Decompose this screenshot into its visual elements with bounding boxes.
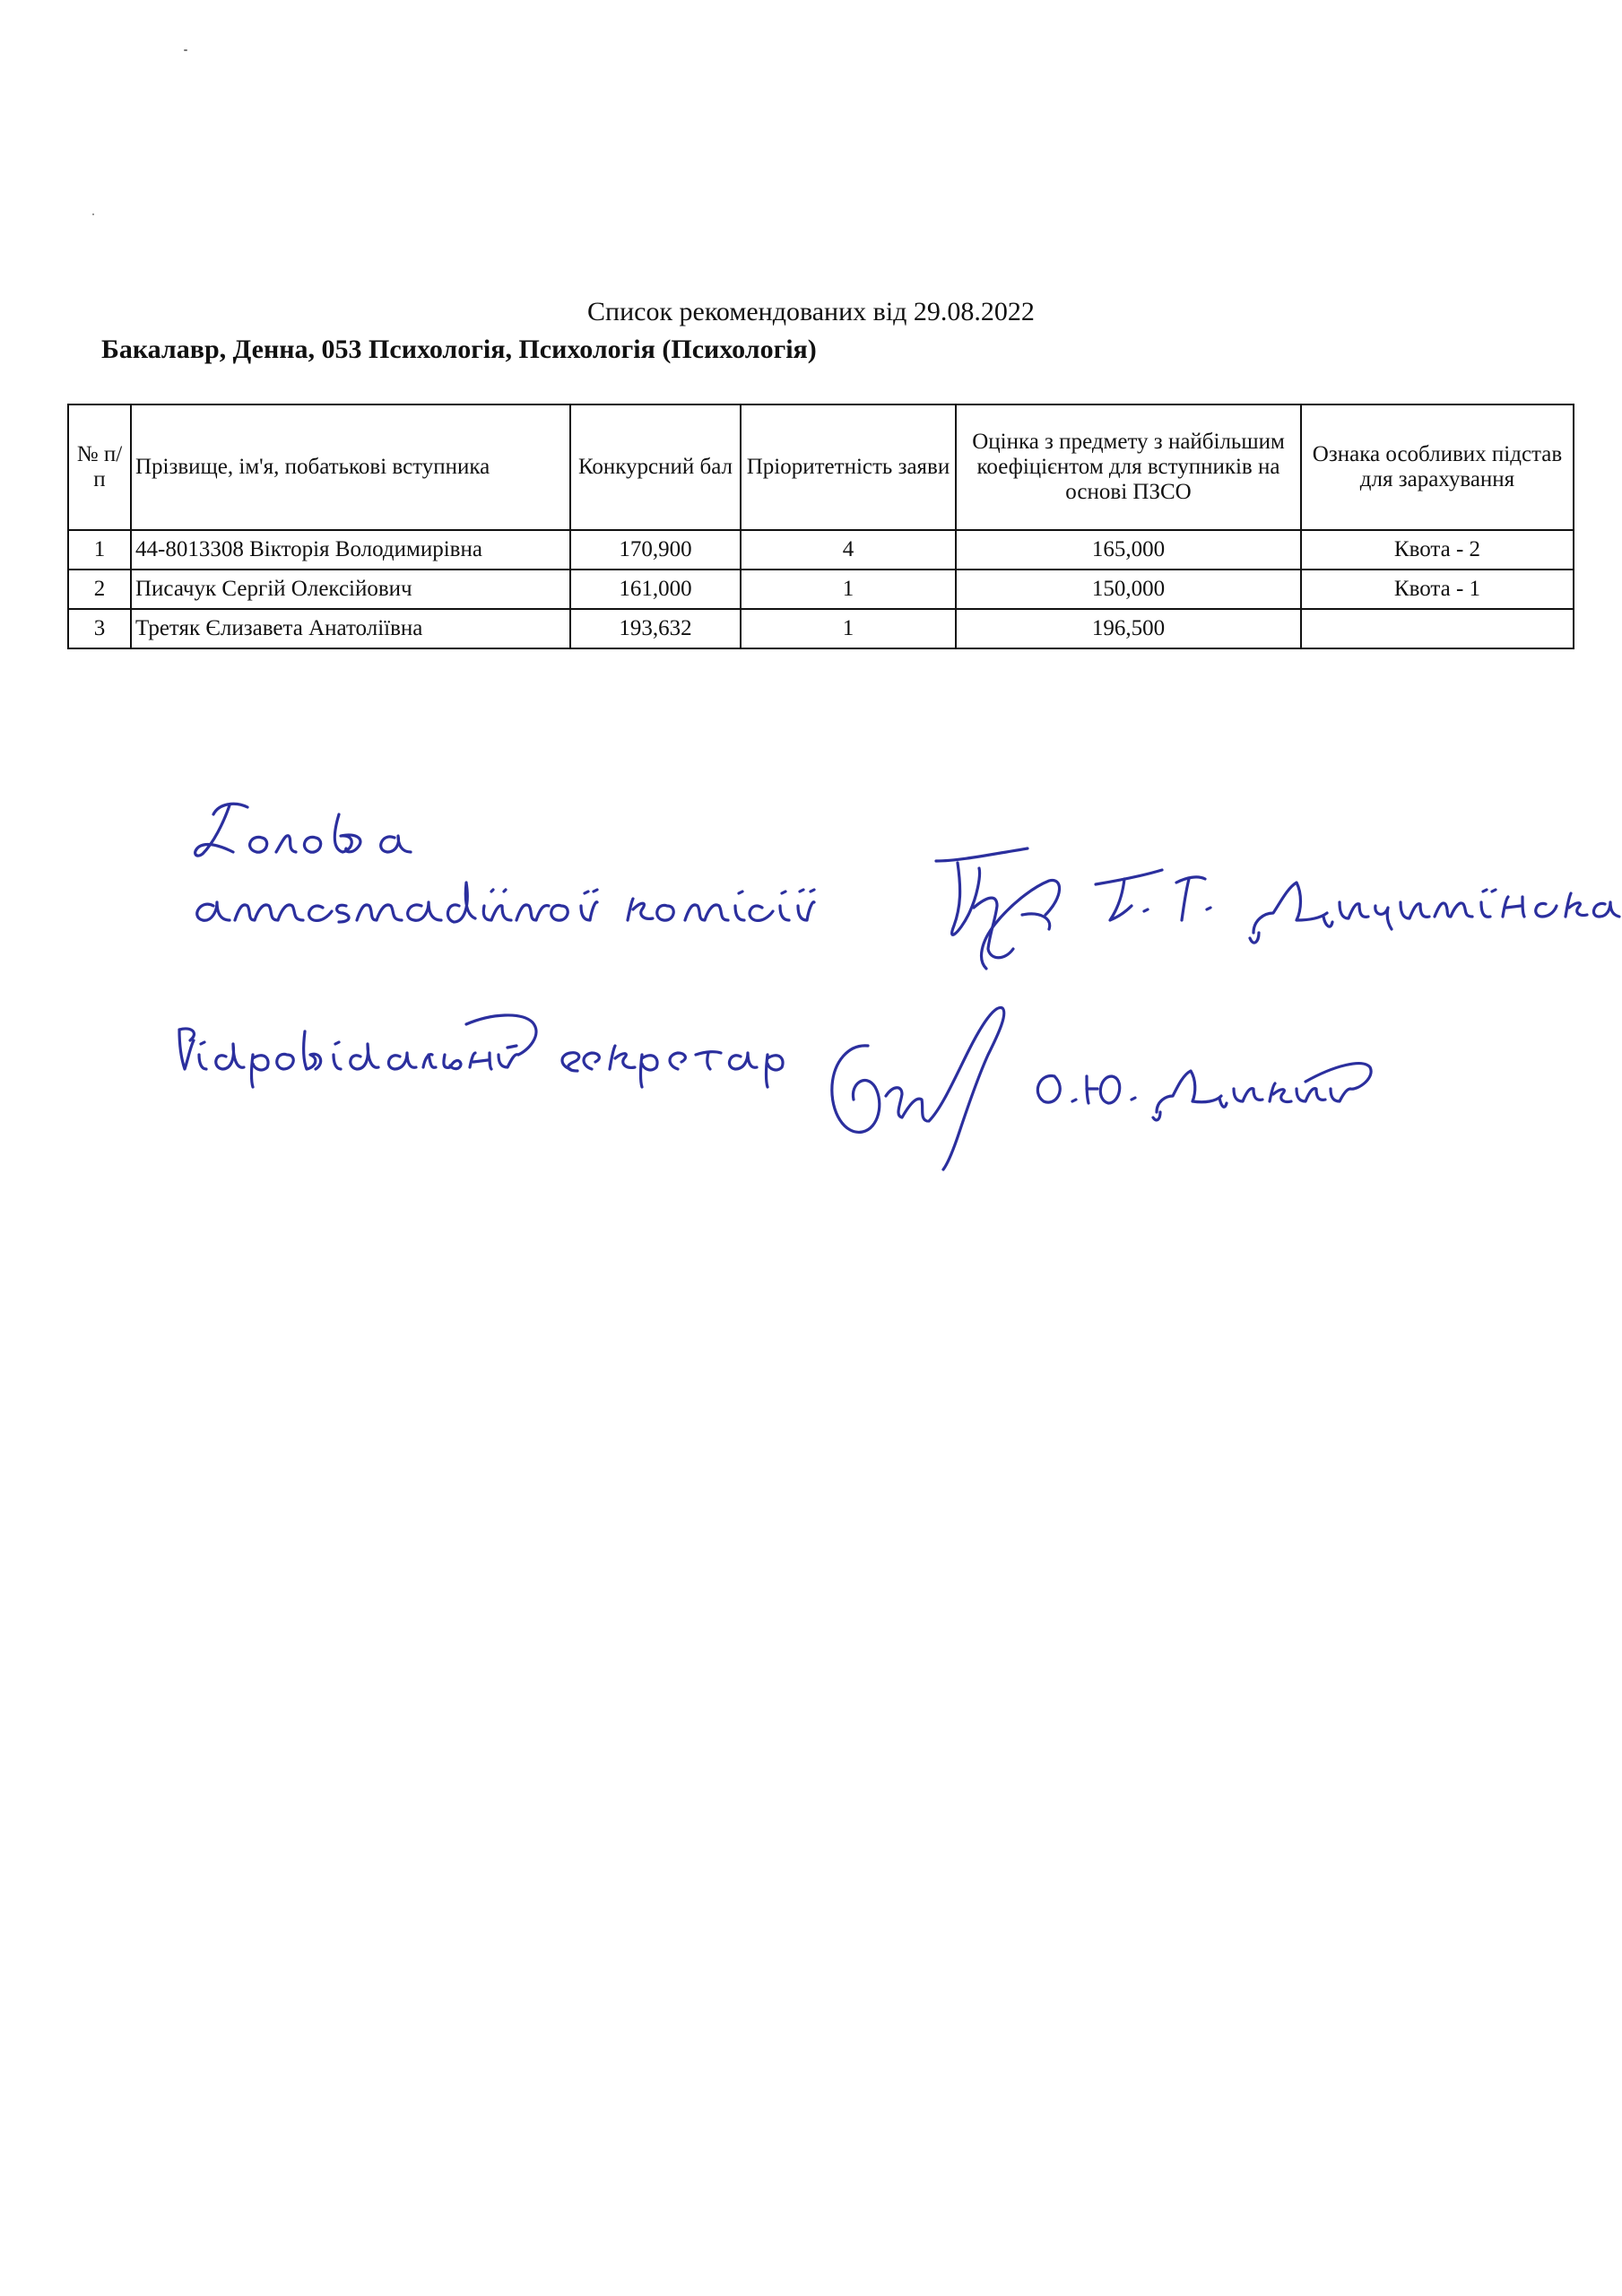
cell-subject-score: 165,000 (956, 530, 1301, 570)
cell-priority: 4 (741, 530, 956, 570)
cell-no: 2 (68, 570, 131, 609)
header-priority: Пріоритетність заяви (741, 404, 956, 530)
header-special-basis: Ознака особливих підстав для зарахування (1301, 404, 1574, 530)
cell-subject-score: 150,000 (956, 570, 1301, 609)
cell-no: 3 (68, 609, 131, 648)
cell-name: Третяк Єлизавета Анатоліївна (131, 609, 570, 648)
secretary-signature-scribble (832, 1007, 1004, 1170)
header-score: Конкурсний бал (570, 404, 741, 530)
document-title: Список рекомендованих від 29.08.2022 (587, 297, 1035, 326)
cell-score: 161,000 (570, 570, 741, 609)
cell-score: 193,632 (570, 609, 741, 648)
header-name: Прізвище, ім'я, побатькові вступника (131, 404, 570, 530)
cell-subject-score: 196,500 (956, 609, 1301, 648)
cell-name: 44-8013308 Вікторія Володимирівна (131, 530, 570, 570)
cell-score: 170,900 (570, 530, 741, 570)
cell-priority: 1 (741, 570, 956, 609)
cell-name: Писачук Сергій Олексійович (131, 570, 570, 609)
secretary-name-signature (1037, 1064, 1371, 1120)
cell-priority: 1 (741, 609, 956, 648)
cell-special-basis: Квота - 1 (1301, 570, 1574, 609)
chair-signature-scribble (936, 848, 1060, 969)
chair-position-signature (197, 883, 814, 922)
header-subject-score: Оцінка з предмету з найбільшим коефіцієнтом для вступників на основі ПЗСО (956, 404, 1301, 530)
header-no: № п/п (68, 404, 131, 530)
document-subtitle: Бакалавр, Денна, 053 Психологія, Психологія (Психологія) (101, 335, 817, 364)
chair-label-signature (195, 804, 411, 856)
cell-no: 1 (68, 530, 131, 570)
chair-name-signature (1096, 870, 1619, 943)
cell-special-basis: Квота - 2 (1301, 530, 1574, 570)
secretary-label-signature (179, 1015, 783, 1087)
